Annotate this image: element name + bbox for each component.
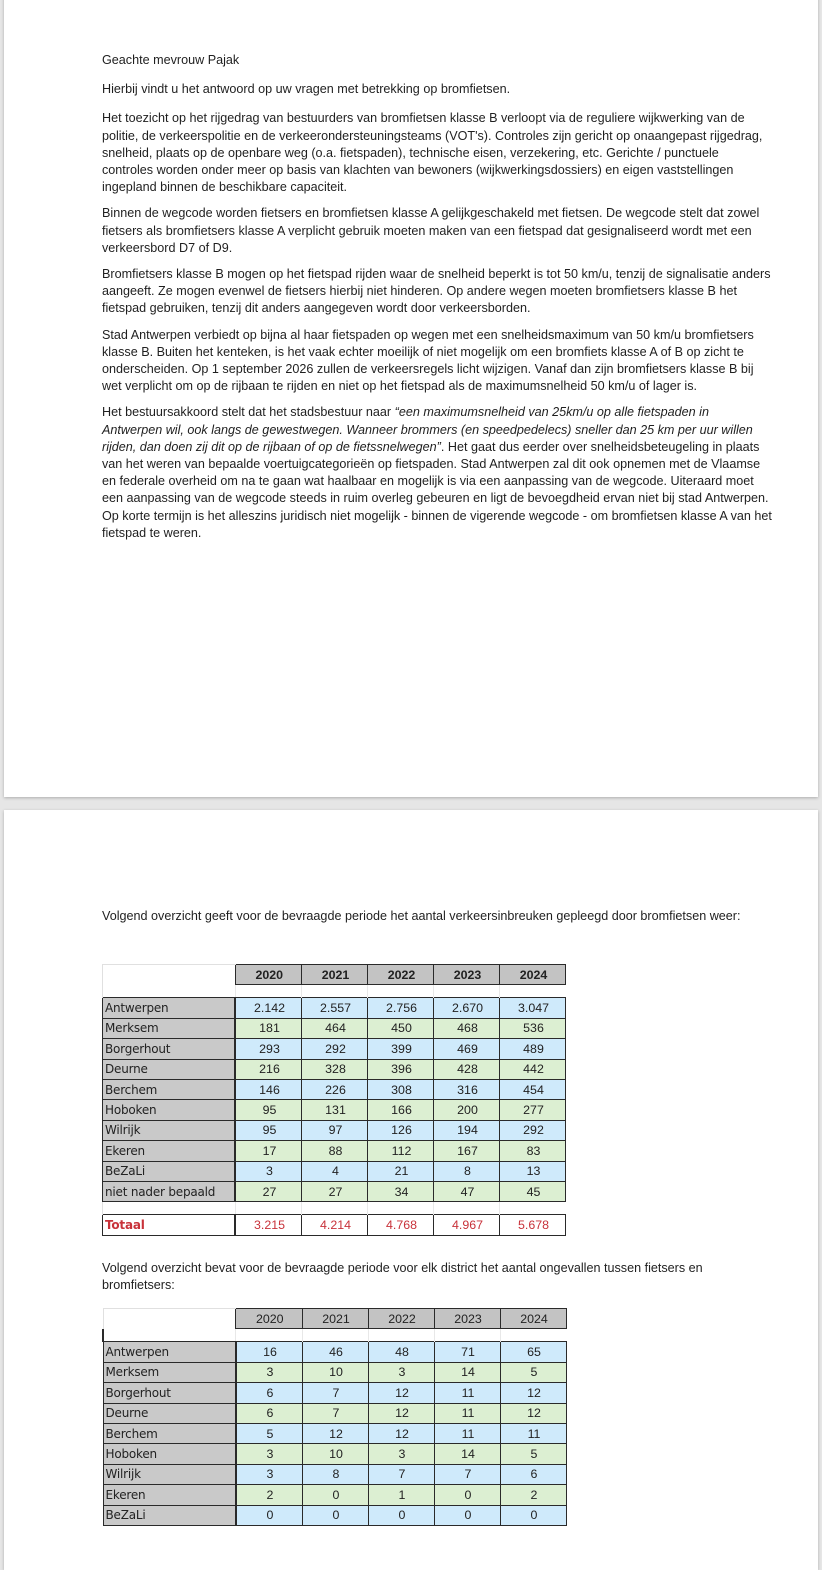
value-cell: 5 <box>500 1444 566 1464</box>
value-cell: 10 <box>302 1362 368 1382</box>
value-cell: 3 <box>368 1362 434 1382</box>
district-name: Berchem <box>103 1423 236 1443</box>
table1-intro <box>102 908 772 934</box>
district-name: Wilrijk <box>103 1464 236 1484</box>
value-cell: 536 <box>500 1018 566 1038</box>
value-cell: 12 <box>500 1383 566 1403</box>
spacer-cell <box>434 1202 500 1215</box>
spacer-cell <box>500 1202 566 1215</box>
value-cell: 226 <box>302 1079 368 1099</box>
total-label: Totaal <box>103 1215 236 1235</box>
value-cell: 8 <box>302 1464 368 1484</box>
value-cell: 0 <box>434 1505 500 1525</box>
value-cell: 12 <box>368 1383 434 1403</box>
value-cell: 216 <box>235 1059 302 1079</box>
total-value: 5.678 <box>500 1215 566 1235</box>
value-cell: 95 <box>235 1100 302 1120</box>
table2-intro <box>102 1260 772 1303</box>
value-cell: 316 <box>434 1079 500 1099</box>
value-cell: 11 <box>500 1423 566 1443</box>
value-cell: 166 <box>368 1100 434 1120</box>
table-row <box>103 1120 566 1140</box>
value-cell: 2.142 <box>235 998 302 1018</box>
district-name: Antwerpen <box>103 998 236 1018</box>
value-cell: 95 <box>235 1120 302 1140</box>
district-name: niet nader bepaald <box>103 1181 236 1201</box>
district-name: Ekeren <box>103 1485 236 1505</box>
value-cell: 0 <box>500 1505 566 1525</box>
spacer-cell <box>302 1202 368 1215</box>
district-name: BeZaLi <box>103 1161 236 1181</box>
value-cell: 65 <box>500 1342 566 1362</box>
year-header: 2023 <box>434 965 500 985</box>
district-name: Borgerhout <box>103 1383 236 1403</box>
value-cell: 308 <box>368 1079 434 1099</box>
table-row <box>103 1141 566 1161</box>
year-header: 2021 <box>302 965 368 985</box>
value-cell: 131 <box>302 1100 368 1120</box>
bestuursakkoord-quote: “een maximumsnelheid van 25km/u op alle fietspaden in Antwerpen wil, ook langs de gewestwegen. Wanneer brommers (en speedpedelecs) sneller dan 25 km per uur willen rijden, dan doen zij dit op de rijbaan of op de fietssnelwegen” <box>102 405 753 454</box>
spacer-row <box>103 985 566 998</box>
total-value: 4.768 <box>368 1215 434 1235</box>
spacer-cell <box>434 985 500 998</box>
value-cell: 48 <box>368 1342 434 1362</box>
table-row <box>103 1079 566 1099</box>
table-row <box>103 1383 566 1403</box>
value-cell: 27 <box>302 1181 368 1201</box>
table2-intro-text: Volgend overzicht bevat voor de bevraagde periode voor elk district het aantal ongevallen tussen fietsers en bromfietsers: <box>102 1261 703 1293</box>
document-page-2 <box>4 810 818 1570</box>
value-cell: 2 <box>236 1485 303 1505</box>
value-cell: 0 <box>302 1485 368 1505</box>
value-cell: 6 <box>236 1383 303 1403</box>
value-cell: 3 <box>236 1444 303 1464</box>
year-header: 2020 <box>236 1309 303 1329</box>
value-cell: 464 <box>302 1018 368 1038</box>
value-cell: 12 <box>302 1423 368 1443</box>
value-cell: 14 <box>434 1362 500 1382</box>
table-row <box>103 1485 566 1505</box>
value-cell: 112 <box>368 1141 434 1161</box>
paragraph-klasse-b: Bromfietsers klasse B mogen op het fietspad rijden waar de snelheid beperkt is tot 50 km/u, tenzij de signalisatie anders aangeeft. Ze mogen evenwel de fietsers hierbij niet hinderen. Op andere wegen moeten bromfietsers klasse B het fietspad gebruiken, tenzij dit anders aangegeven wordt door verkeersborden. <box>102 267 771 316</box>
value-cell: 21 <box>368 1161 434 1181</box>
value-cell: 277 <box>500 1100 566 1120</box>
value-cell: 7 <box>302 1383 368 1403</box>
table-row <box>103 1018 566 1038</box>
value-cell: 27 <box>235 1181 302 1201</box>
value-cell: 7 <box>368 1464 434 1484</box>
value-cell: 34 <box>368 1181 434 1201</box>
district-name: Ekeren <box>103 1141 236 1161</box>
value-cell: 292 <box>302 1039 368 1059</box>
value-cell: 3 <box>368 1444 434 1464</box>
value-cell: 0 <box>302 1505 368 1525</box>
value-cell: 2 <box>500 1485 566 1505</box>
value-cell: 194 <box>434 1120 500 1140</box>
value-cell: 167 <box>434 1141 500 1161</box>
value-cell: 3 <box>236 1362 303 1382</box>
spacer-cell <box>103 985 236 998</box>
value-cell: 12 <box>500 1403 566 1423</box>
spacer-cell <box>103 1329 236 1342</box>
header-corner-cell <box>103 965 236 985</box>
value-cell: 293 <box>235 1039 302 1059</box>
value-cell: 10 <box>302 1444 368 1464</box>
spacer-cell <box>235 985 302 998</box>
district-name: Wilrijk <box>103 1120 236 1140</box>
table-row <box>103 1423 566 1443</box>
district-name: Borgerhout <box>103 1039 236 1059</box>
district-name: BeZaLi <box>103 1505 236 1525</box>
value-cell: 45 <box>500 1181 566 1201</box>
spacer-cell <box>302 1329 368 1342</box>
value-cell: 83 <box>500 1141 566 1161</box>
value-cell: 454 <box>500 1079 566 1099</box>
table-row <box>103 1181 566 1201</box>
spacer-row <box>103 1329 566 1342</box>
value-cell: 11 <box>434 1423 500 1443</box>
intro-paragraph: Hierbij vindt u het antwoord op uw vragen met betrekking op bromfietsen. <box>102 82 511 97</box>
value-cell: 468 <box>434 1018 500 1038</box>
value-cell: 442 <box>500 1059 566 1079</box>
value-cell: 7 <box>434 1464 500 1484</box>
value-cell: 0 <box>434 1485 500 1505</box>
paragraph-stad-antwerpen: Stad Antwerpen verbiedt op bijna al haar fietspaden op wegen met een snelheidsmaximum van 50 km/u bromfietsers klasse B. Buiten het kenteken, is het vaak echter moeilijk of niet mogelijk om een bromfiets klasse A of B op zicht te onderscheiden. Op 1 september 2026 zullen de verkeersregels licht wijzigen. Vanaf dan zijn bromfietsers klasse B bij wet verplicht om op de rijbaan te rijden en niet op het fietspad als de maximumsnelheid 50 km/u of lager is. <box>102 327 754 394</box>
value-cell: 88 <box>302 1141 368 1161</box>
total-value: 4.967 <box>434 1215 500 1235</box>
table-row <box>103 998 566 1018</box>
table-header-row <box>103 1309 566 1329</box>
value-cell: 3 <box>236 1464 303 1484</box>
value-cell: 428 <box>434 1059 500 1079</box>
paragraph-toezicht: Het toezicht op het rijgedrag van bestuurders van bromfietsen klasse B verloopt via de reguliere wijkwerking van de politie, de verkeerspolitie en de verkeerondersteuningsteams (VOT's). Controles zijn gericht op onaangepast rijgedrag, snelheid, plaats op de openbare weg (o.a. fietspaden), technische eisen, verzekering, etc. Gerichte / punctuele controles worden onder meer op basis van klachten van bewoners (wijkwerkingsdossiers) en eigen vaststellingen ingepland binnen de beschikbare capaciteit. <box>102 111 763 195</box>
year-header: 2022 <box>368 965 434 985</box>
value-cell: 2.756 <box>368 998 434 1018</box>
salutation: Geachte mevrouw Pajak <box>102 53 240 67</box>
value-cell: 5 <box>236 1423 303 1443</box>
value-cell: 5 <box>500 1362 566 1382</box>
value-cell: 146 <box>235 1079 302 1099</box>
value-cell: 489 <box>500 1039 566 1059</box>
year-header: 2022 <box>368 1309 434 1329</box>
value-cell: 11 <box>434 1403 500 1423</box>
value-cell: 14 <box>434 1444 500 1464</box>
spacer-cell <box>434 1329 500 1342</box>
value-cell: 469 <box>434 1039 500 1059</box>
value-cell: 13 <box>500 1161 566 1181</box>
value-cell: 6 <box>236 1403 303 1423</box>
value-cell: 181 <box>235 1018 302 1038</box>
value-cell: 8 <box>434 1161 500 1181</box>
value-cell: 2.557 <box>302 998 368 1018</box>
bestuursakkoord-rest: . Het gaat dus eerder over snelheidsbeteugeling in plaats van het weren van bepaalde voertuigcategorieën op fietspaden. Stad Antwerpen zal dit ook opnemen met de Vlaamse en federale overheid om na te gaan wat haalbaar en mogelijk is via een aanpassing van de wegcode. Uiteraard moet een aanpassing van de wegcode steeds in ruim overleg gebeuren en ligt de bevoegdheid ervan niet bij stad Antwerpen. Op korte termijn is het alleszins juridisch niet mogelijk - binnen de vigerende wegcode - om bromfietsen klasse A van het fietspad te weren. <box>102 439 772 540</box>
spacer-cell <box>500 985 566 998</box>
paragraph-wegcode: Binnen de wegcode worden fietsers en bromfietsen klasse A gelijkgeschakeld met fietsen. De wegcode stelt dat zowel fietsers als bromfietsers klasse A verplicht gebruik moeten maken van een fietspad dat gesignaliseerd wordt met een verkeersbord D7 of D9. <box>102 206 760 255</box>
year-header: 2023 <box>434 1309 500 1329</box>
total-value: 3.215 <box>235 1215 302 1235</box>
table-row <box>103 1100 566 1120</box>
table-row <box>103 1505 566 1525</box>
table-row <box>103 1362 566 1382</box>
year-header: 2020 <box>235 965 302 985</box>
spacer-cell <box>368 1202 434 1215</box>
letter-body <box>102 52 772 551</box>
table-row <box>103 1059 566 1079</box>
value-cell: 450 <box>368 1018 434 1038</box>
year-header: 2021 <box>302 1309 368 1329</box>
district-name: Deurne <box>103 1059 236 1079</box>
district-name: Merksem <box>103 1362 236 1382</box>
district-name: Antwerpen <box>103 1342 236 1362</box>
value-cell: 3.047 <box>500 998 566 1018</box>
value-cell: 399 <box>368 1039 434 1059</box>
value-cell: 46 <box>302 1342 368 1362</box>
year-header: 2024 <box>500 965 566 985</box>
table-row <box>103 1403 566 1423</box>
table-row <box>103 1161 566 1181</box>
total-row <box>103 1215 566 1235</box>
table-row <box>103 1464 566 1484</box>
header-corner-cell <box>103 1309 236 1329</box>
district-name: Deurne <box>103 1403 236 1423</box>
value-cell: 292 <box>500 1120 566 1140</box>
value-cell: 47 <box>434 1181 500 1201</box>
value-cell: 7 <box>302 1403 368 1423</box>
spacer-cell <box>236 1329 303 1342</box>
value-cell: 6 <box>500 1464 566 1484</box>
spacer-cell <box>302 985 368 998</box>
spacer-row <box>103 1202 566 1215</box>
value-cell: 200 <box>434 1100 500 1120</box>
value-cell: 0 <box>236 1505 303 1525</box>
value-cell: 12 <box>368 1403 434 1423</box>
bestuursakkoord-lead: Het bestuursakkoord stelt dat het stadsbestuur naar <box>102 405 395 420</box>
table-row <box>103 1444 566 1464</box>
value-cell: 97 <box>302 1120 368 1140</box>
year-header: 2024 <box>500 1309 566 1329</box>
violations-table <box>102 964 566 1236</box>
value-cell: 2.670 <box>434 998 500 1018</box>
district-name: Berchem <box>103 1079 236 1099</box>
value-cell: 4 <box>302 1161 368 1181</box>
value-cell: 16 <box>236 1342 303 1362</box>
table-row <box>103 1039 566 1059</box>
document-page-1 <box>4 0 818 797</box>
spacer-cell <box>368 1329 434 1342</box>
spacer-cell <box>103 1202 236 1215</box>
spacer-cell <box>500 1329 566 1342</box>
district-name: Merksem <box>103 1018 236 1038</box>
district-name: Hoboken <box>103 1100 236 1120</box>
value-cell: 12 <box>368 1423 434 1443</box>
spacer-cell <box>235 1202 302 1215</box>
table1-intro-text: Volgend overzicht geeft voor de bevraagde periode het aantal verkeersinbreuken gepleegd door bromfietsen weer: <box>102 909 741 923</box>
table-row <box>103 1342 566 1362</box>
value-cell: 11 <box>434 1383 500 1403</box>
district-name: Hoboken <box>103 1444 236 1464</box>
paragraph-bestuursakkoord <box>102 404 772 542</box>
spacer-cell <box>368 985 434 998</box>
table-header-row <box>103 965 566 985</box>
value-cell: 328 <box>302 1059 368 1079</box>
value-cell: 126 <box>368 1120 434 1140</box>
value-cell: 396 <box>368 1059 434 1079</box>
value-cell: 17 <box>235 1141 302 1161</box>
value-cell: 3 <box>235 1161 302 1181</box>
value-cell: 71 <box>434 1342 500 1362</box>
value-cell: 0 <box>368 1505 434 1525</box>
accidents-table <box>102 1308 567 1526</box>
total-value: 4.214 <box>302 1215 368 1235</box>
value-cell: 1 <box>368 1485 434 1505</box>
